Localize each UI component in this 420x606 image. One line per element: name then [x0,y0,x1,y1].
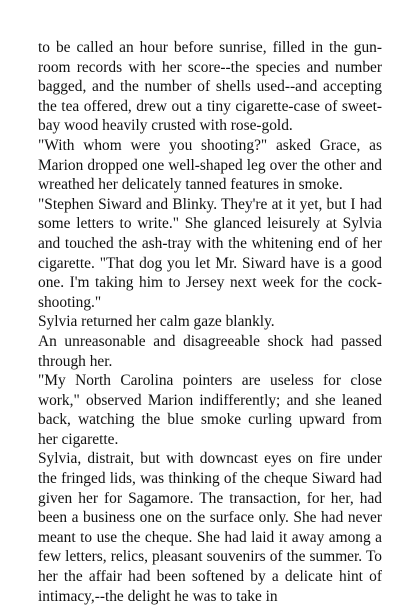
paragraph-6: "My North Carolina pointers are useless for close work," observed Marion indifferently; and she leaned back, watching the blue smoke curling upward from her cigarette. [38,372,382,448]
page-body [38,38,382,606]
paragraph-4: Sylvia returned her calm gaze blankly. [38,313,275,331]
paragraph-5: An unreasonable and disagreeable shock had passed through her. [38,332,382,370]
paragraph-1: to be called an hour before sunrise, filled in the gun-room records with her score--the species and number bagged, and the number of shells used--and accepting the tea offered, drew out a tiny cigarette-case of sweet-bay wood heavily crusted with rose-gold. [38,39,382,135]
paragraph-7: Sylvia, distrait, but with downcast eyes on fire under the fringed lids, was thinking of the cheque Siward had given her for Sagamore. The transaction, for her, had been a business one on the surface only. She had never meant to use the cheque. She had laid it away among a few letters, relics, pleasant souvenirs of the summer. To her the affair had been softened by a delicate hint of intimacy,--the delight he was to take in [38,450,382,605]
paragraph-3: "Stephen Siward and Blinky. They're at it yet, but I had some letters to write." She glanced leisurely at Sylvia and touched the ash-tray with the whitening end of her cigarette. "That dog you let Mr. Siward have is a good one. I'm taking him to Jersey next week for the cock-shooting." [38,195,382,311]
paragraph-2: "With whom were you shooting?" asked Grace, as Marion dropped one well-shaped leg over the other and wreathed her delicately tanned features in smoke. [38,136,382,194]
